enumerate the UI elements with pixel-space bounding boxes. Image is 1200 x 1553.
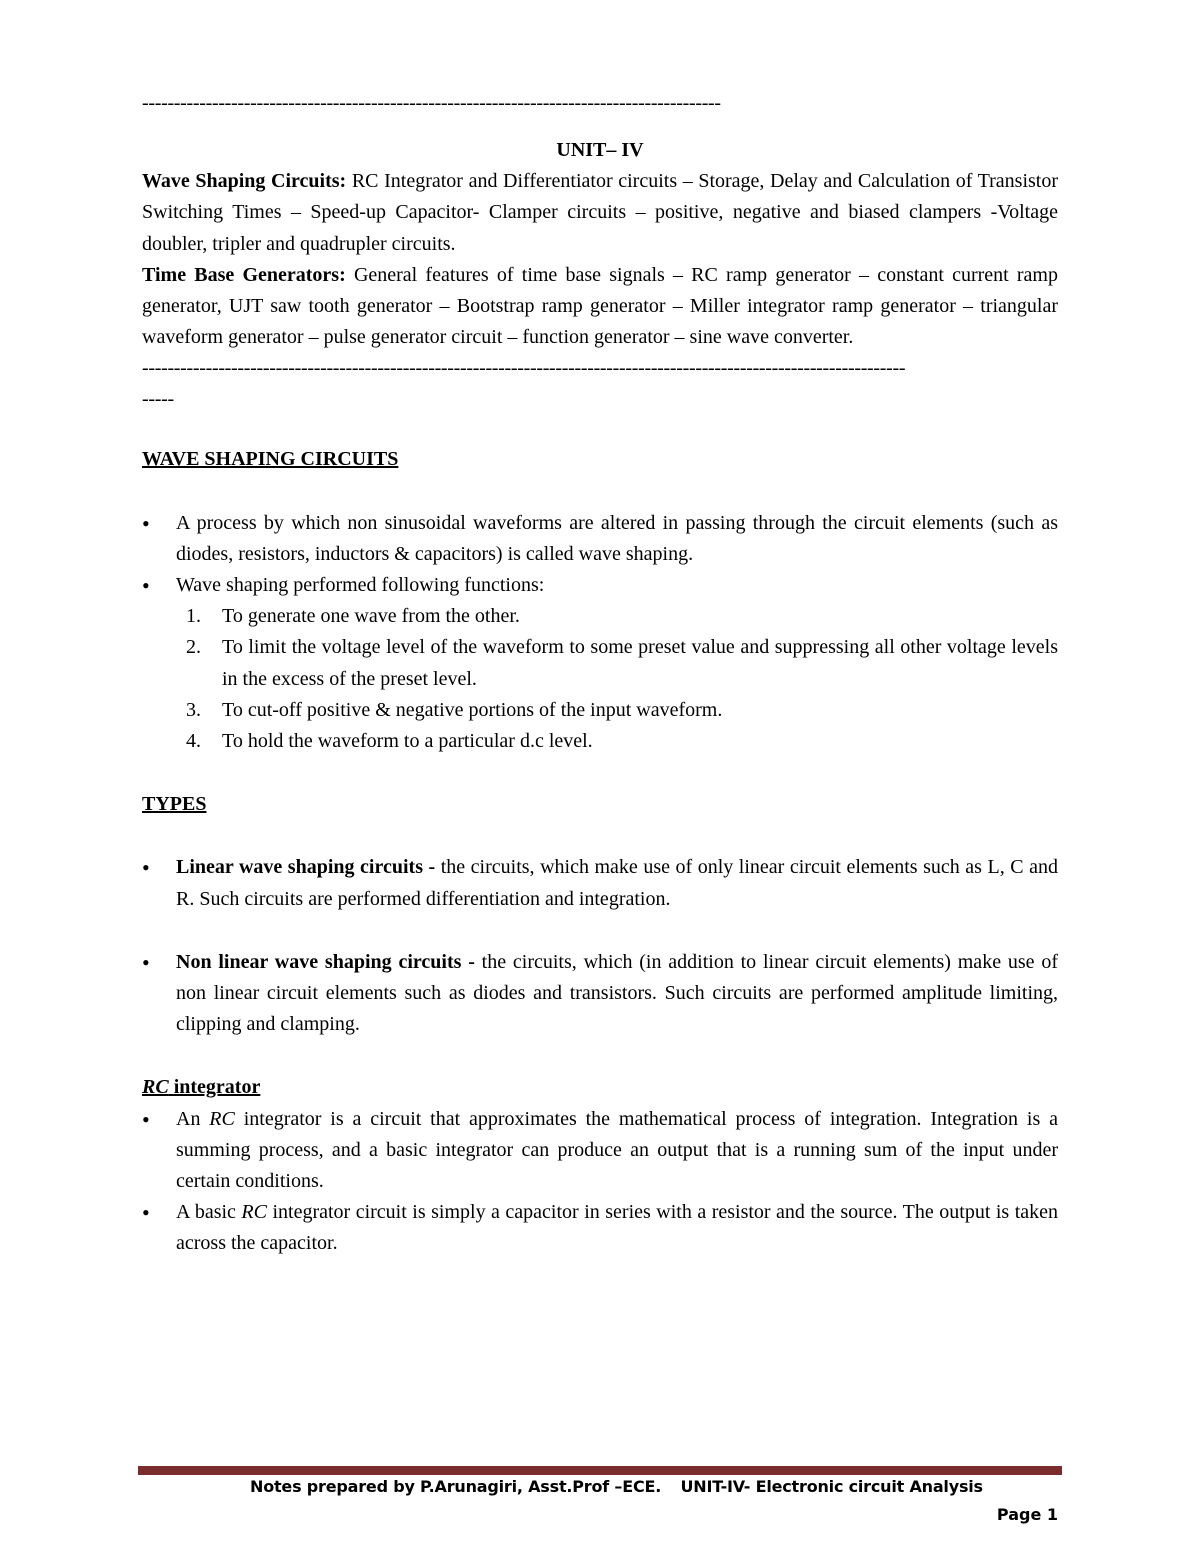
rc-integrator-bullets <box>142 1104 1058 1260</box>
wave-shaping-bullet-1: • A process by which non sinusoidal waveforms are altered in passing through the circuit elements (such as diodes, resistors, inductors & capacitors) is called wave shaping. <box>142 508 1058 570</box>
wave-shaping-functions <box>142 601 1058 757</box>
footer-subject: UNIT-IV- Electronic circuit Analysis <box>680 1477 983 1496</box>
wave-shaping-bullet-2 <box>142 570 1058 757</box>
function-text: To limit the voltage level of the waveform to some preset value and suppressing all other voltage levels in the excess of the preset level. <box>222 636 1058 690</box>
function-number: 1. <box>186 605 201 628</box>
page-number: Page 1 <box>996 1505 1058 1524</box>
types-nonlinear-text: the circuits, which (in addition to linear circuit elements) make use of non linear circuit elements such as diodes and transistors. Such circuits are performed amplitude limiting, clipping and clamping. <box>176 950 1058 1036</box>
types-nonlinear <box>142 947 1058 1041</box>
function-item <box>142 726 1058 757</box>
rc-b2-italic: RC <box>241 1201 267 1224</box>
footer-author: Notes prepared by P.Arunagiri, Asst.Prof –ECE. <box>250 1477 662 1496</box>
page-content <box>142 88 1058 1260</box>
syllabus-wave-shaping <box>142 166 1058 260</box>
wave-shaping-bullet-2-text: Wave shaping performed following functions: <box>176 574 545 597</box>
wave-shaping-bullets <box>142 508 1058 758</box>
rc-integrator-bullet-2 <box>142 1197 1058 1259</box>
function-item <box>142 601 1058 632</box>
function-number: 2. <box>186 636 201 659</box>
syllabus-time-label: Time Base Generators: <box>142 263 346 286</box>
function-number: 3. <box>186 698 201 721</box>
types-linear-label: Linear wave shaping circuits - <box>176 856 436 879</box>
types-bullets-2 <box>142 947 1058 1041</box>
rc-integrator-heading-italic: RC <box>142 1076 169 1099</box>
second-divider: ------------------------------------------------------------------------------------------------------------------------ <box>142 357 906 380</box>
function-number: 4. <box>186 730 201 753</box>
syllabus-time-base <box>142 260 1058 354</box>
top-divider: ------------------------------------------------------------------------------------------- <box>142 92 721 114</box>
syllabus-wave-label: Wave Shaping Circuits: <box>142 170 347 193</box>
rc-b1-italic: RC <box>209 1107 235 1130</box>
function-text: To generate one wave from the other. <box>222 605 520 628</box>
rc-b1-pre: An <box>176 1107 210 1130</box>
footer-rule-thick <box>138 1466 1062 1474</box>
types-bullets <box>142 852 1058 914</box>
rc-integrator-heading-rest: integrator <box>168 1076 261 1099</box>
function-item <box>142 695 1058 726</box>
function-text: To hold the waveform to a particular d.c level. <box>222 730 593 753</box>
rc-b2-pre: A basic <box>176 1201 242 1224</box>
second-divider-tail: ----- <box>142 388 174 411</box>
types-nonlinear-label: Non linear wave shaping circuits - <box>176 950 475 973</box>
footer-rule-thin <box>138 1474 1062 1475</box>
wave-shaping-heading: WAVE SHAPING CIRCUITS <box>142 448 399 471</box>
types-linear-text: the circuits, which make use of only linear circuit elements such as L, C and R. Such circuits are performed differentiation and integration. <box>176 856 1058 910</box>
types-linear <box>142 852 1058 914</box>
rc-b2-post: integrator circuit is simply a capacitor in series with a resistor and the source. The output is taken across the capacitor. <box>176 1201 1059 1255</box>
rc-b1-post: integrator is a circuit that approximates the mathematical process of integration. Integration is a summing process, and a basic integrator can produce an output that is a running sum of the input under certain conditions. <box>176 1107 1058 1193</box>
rc-integrator-bullet-1 <box>142 1104 1058 1198</box>
rc-integrator-heading <box>142 1072 1058 1103</box>
footer-text <box>250 1477 997 1496</box>
unit-title: UNIT– IV <box>556 139 644 161</box>
syllabus-time-text: General features of time base signals – RC ramp generator – constant current ramp generator, UJT saw tooth generator – Bootstrap ramp generator – Miller integrator ramp generator – triangular waveform generator – pulse generator circuit – function generator – sine wave converter. <box>142 263 1058 349</box>
types-heading: TYPES <box>142 793 207 816</box>
syllabus-wave-text: RC Integrator and Differentiator circuits – Storage, Delay and Calculation of Transistor Switching Times – Speed-up Capacitor- Clamper circuits – positive, negative and biased clampers -Voltage doubler, tripler and quadrupler circuits. <box>142 170 1058 255</box>
function-item <box>142 632 1058 694</box>
function-text: To cut-off positive & negative portions of the input waveform. <box>222 698 723 721</box>
